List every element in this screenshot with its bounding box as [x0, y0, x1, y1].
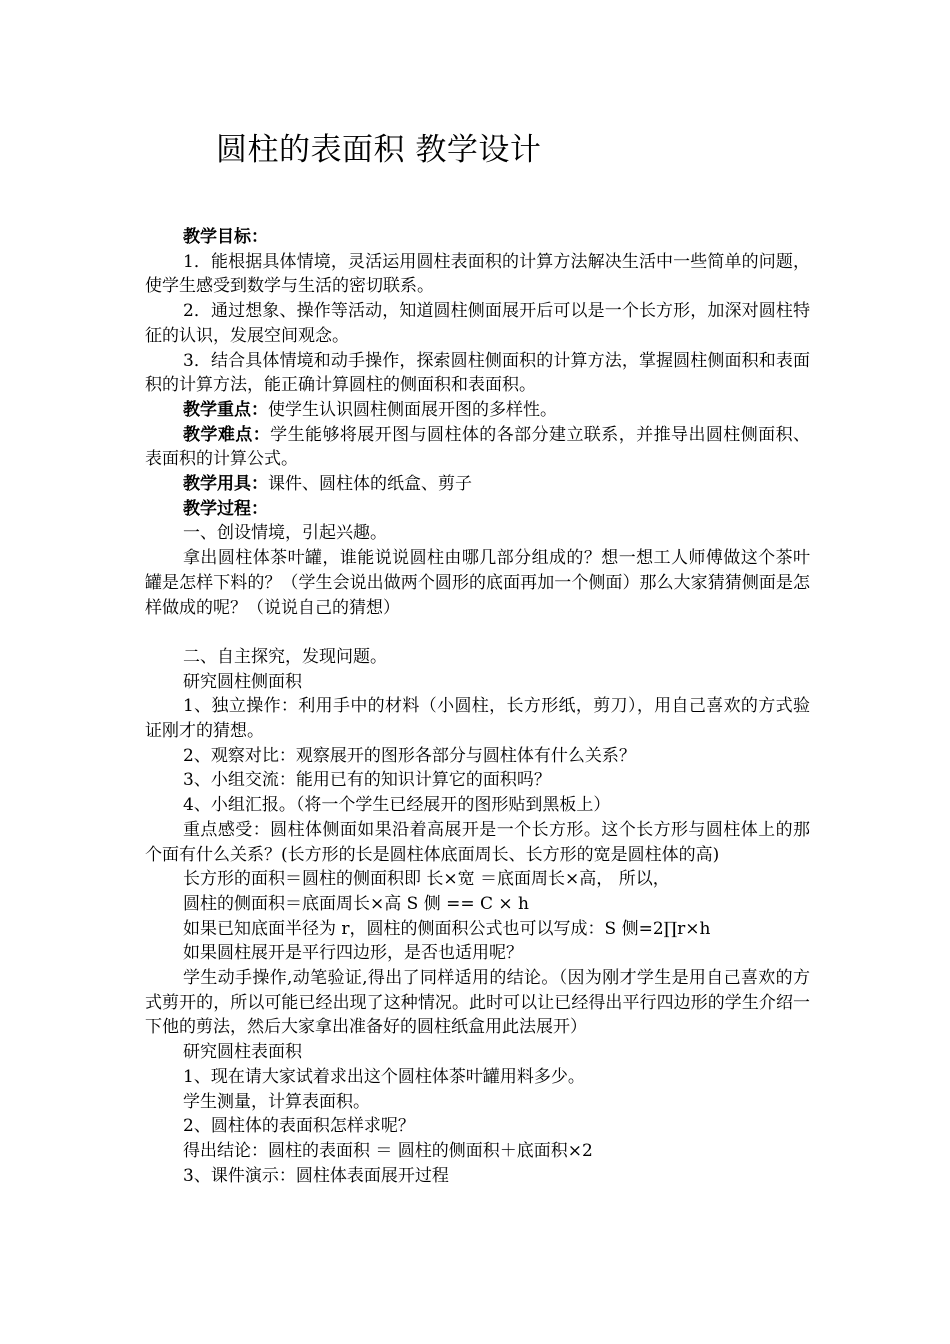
section2-line-12: 研究圆柱表面积	[183, 1042, 302, 1063]
goal-item-3: 3．结合具体情境和动手操作，探索圆柱侧面积的计算方法，掌握圆柱侧面积和表面积的计算方法，能正确计算圆柱的侧面积和表面积。	[145, 350, 810, 396]
section1-heading: 一、创设情境，引起兴趣。	[183, 523, 387, 544]
section2-line-17: 3、课件演示：圆柱体表面展开过程	[183, 1165, 449, 1186]
goals-heading: 教学目标：	[183, 227, 268, 247]
section1-text: 拿出圆柱体茶叶罐，谁能说说圆柱由哪几部分组成的？想一想工人师傅做这个茶叶罐是怎样下料的？（学生会说出做两个圆形的底面再加一个侧面）那么大家猜猜侧面是怎样做成的呢？（说说自己的猜想）	[145, 548, 810, 618]
section2-line-9: 如果已知底面半径为 r，圆柱的侧面积公式也可以写成：S 侧=2∏r×h	[183, 918, 711, 939]
tools-text: 课件、圆柱体的纸盒、剪子	[268, 474, 472, 495]
section2-line-15: 2、圆柱体的表面积怎样求呢？	[183, 1116, 415, 1137]
section2-line-10: 如果圆柱展开是平行四边形，是否也适用呢？	[183, 943, 523, 964]
difficulty-text: 学生能够将展开图与圆柱体的各部分建立联系，并推导出圆柱侧面积、表面积的计算公式。	[145, 424, 811, 470]
section2-line-13: 1、现在请大家试着求出这个圆柱体茶叶罐用料多少。	[183, 1066, 585, 1087]
key-point	[145, 398, 810, 423]
goal-item-2: 2．通过想象、操作等活动，知道圆柱侧面展开后可以是一个长方形，加深对圆柱特征的认识，发展空间观念。	[145, 301, 810, 346]
section2-line-11: 学生动手操作,动笔验证,得出了同样适用的结论。（因为刚才学生是用自己喜欢的方式剪开的，所以可能已经出现了这种情况。此时可以让已经得出平行四边形的学生介绍一下他的剪法，然后大家拿出准备好的圆柱纸盒用此法展开）	[145, 968, 810, 1038]
section2-line-6: 重点感受：圆柱体侧面如果沿着高展开是一个长方形。这个长方形与圆柱体上的那个面有什么关系？(长方形的长是圆柱体底面周长、长方形的宽是圆柱体的高)	[145, 819, 810, 865]
goal-item-1: 1．能根据具体情境，灵活运用圆柱表面积的计算方法解决生活中一些简单的问题，使学生感受到数学与生活的密切联系。	[145, 251, 810, 297]
section2-line-3: 2、观察对比：观察展开的图形各部分与圆柱体有什么关系？	[183, 745, 636, 766]
section2-line-1: 研究圆柱侧面积	[183, 671, 302, 692]
section2-line-2: 1、独立操作：利用手中的材料（小圆柱，长方形纸，剪刀），用自己喜欢的方式验证刚才的猜想。	[145, 696, 810, 742]
blank-line	[145, 620, 810, 645]
key-point-text: 使学生认识圆柱侧面展开图的多样性。	[268, 399, 557, 420]
tools-label: 教学用具：	[183, 474, 268, 495]
section2-line-4: 3、小组交流：能用已有的知识计算它的面积吗？	[183, 770, 551, 791]
section2-line-5: 4、小组汇报。（将一个学生已经展开的图形贴到黑板上）	[183, 795, 611, 816]
difficulty-label: 教学难点：	[183, 424, 271, 445]
section2-line-14: 学生测量，计算表面积。	[183, 1091, 370, 1112]
section2-heading: 二、自主探究，发现问题。	[183, 646, 387, 667]
section2-line-16: 得出结论：圆柱的表面积 ＝ 圆柱的侧面积＋底面积×2	[183, 1141, 593, 1161]
section2-line-8: 圆柱的侧面积＝底面周长×高 S 侧 == C × h	[183, 893, 530, 914]
difficulty	[145, 423, 810, 472]
tools	[145, 472, 810, 497]
document-title: 圆柱的表面积 教学设计	[216, 132, 542, 168]
process-heading: 教学过程：	[183, 498, 268, 519]
section2-line-7: 长方形的面积＝圆柱的侧面积即 长×宽 ＝底面周长×高， 所以，	[183, 869, 670, 890]
key-point-label: 教学重点：	[183, 399, 268, 420]
document-body	[145, 225, 810, 1188]
